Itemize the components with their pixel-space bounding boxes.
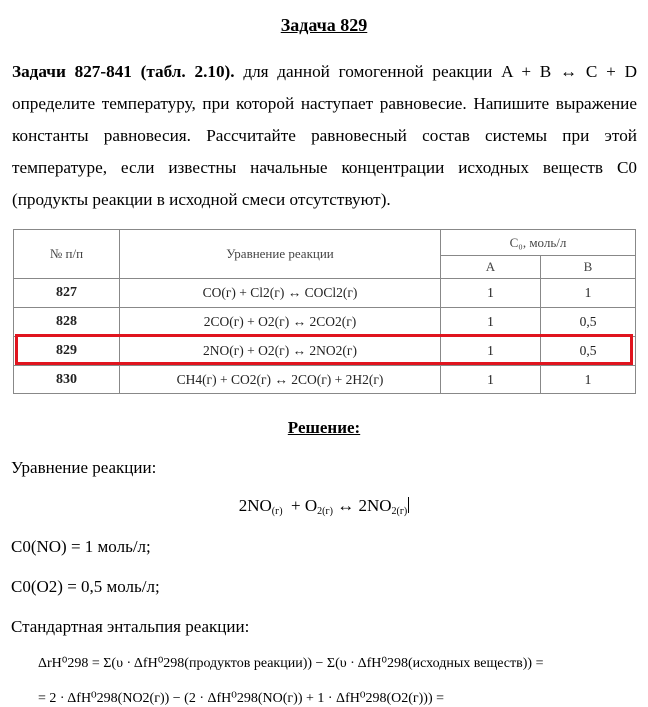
- col-header-a: A: [441, 256, 541, 279]
- c0-o2: C0(O2) = 0,5 моль/л;: [11, 577, 160, 596]
- col-header-number: № п/п: [14, 230, 120, 279]
- table-row: [14, 366, 636, 394]
- reaction-equation: $2NO_{(г)} + O_{2(г)}$ ↔ $2NO_{2(г)}$: [238, 496, 408, 517]
- solution-heading: Решение:: [287, 418, 361, 437]
- problem-reference: Задачи 827-841 (табл. 2.10).: [12, 62, 235, 81]
- text-cursor: [408, 497, 409, 513]
- row-number: 830: [14, 366, 120, 394]
- row-c0-b: 0,5: [541, 337, 636, 366]
- row-c0-a: 1: [441, 279, 541, 308]
- page-title: Задача 829: [280, 15, 368, 35]
- row-c0-a: 1: [441, 366, 541, 394]
- equation-label: Уравнение реакции:: [11, 458, 157, 477]
- table-row: [14, 279, 636, 308]
- problem-text: для данной гомогенной реакции A + B ↔ C + D определите температуру, при которой наступает равновесие. Напишите выражение константы равновесия. Рассчитайте равновесный состав системы при этой температуре, если известны начальные концентрации исходных веществ C0 (продукты реакции в исходной смеси отсутствуют).: [12, 62, 637, 209]
- row-c0-b: 1: [541, 279, 636, 308]
- enthalpy-formula-line1: ΔrH⁰298 = Σ(υ · ΔfH⁰298(продуктов реакции)) − Σ(υ · ΔfH⁰298(исходных веществ)) =: [38, 656, 544, 671]
- row-c0-b: 0,5: [541, 308, 636, 337]
- row-equation: 2NO(г) + O2(г) ↔ 2NO2(г): [120, 337, 441, 366]
- row-equation: CO(г) + Cl2(г) ↔ COCl2(г): [120, 279, 441, 308]
- row-equation: CH4(г) + CO2(г) ↔ 2CO(г) + 2H2(г): [120, 366, 441, 394]
- enthalpy-formula-line2: = 2 · ΔfH⁰298(NO2(г)) − (2 · ΔfH⁰298(NO(г)) + 1 · ΔfH⁰298(O2(г))) =: [38, 691, 445, 706]
- row-number: 827: [14, 279, 120, 308]
- col-header-b: B: [541, 256, 636, 279]
- row-c0-b: 1: [541, 366, 636, 394]
- row-c0-a: 1: [441, 337, 541, 366]
- table-row: [14, 308, 636, 337]
- row-equation: 2CO(г) + O2(г) ↔ 2CO2(г): [120, 308, 441, 337]
- reaction-table: [13, 229, 636, 395]
- c0-no: C0(NO) = 1 моль/л;: [11, 537, 151, 556]
- row-c0-a: 1: [441, 308, 541, 337]
- col-header-equation: Уравнение реакции: [120, 230, 441, 279]
- highlight-row-829: [15, 334, 633, 365]
- row-number: 828: [14, 308, 120, 337]
- enthalpy-label: Стандартная энтальпия реакции:: [11, 617, 250, 636]
- row-number: 829: [14, 337, 120, 366]
- problem-statement: [12, 56, 637, 216]
- col-header-c0: C₀, моль/л: [441, 230, 636, 256]
